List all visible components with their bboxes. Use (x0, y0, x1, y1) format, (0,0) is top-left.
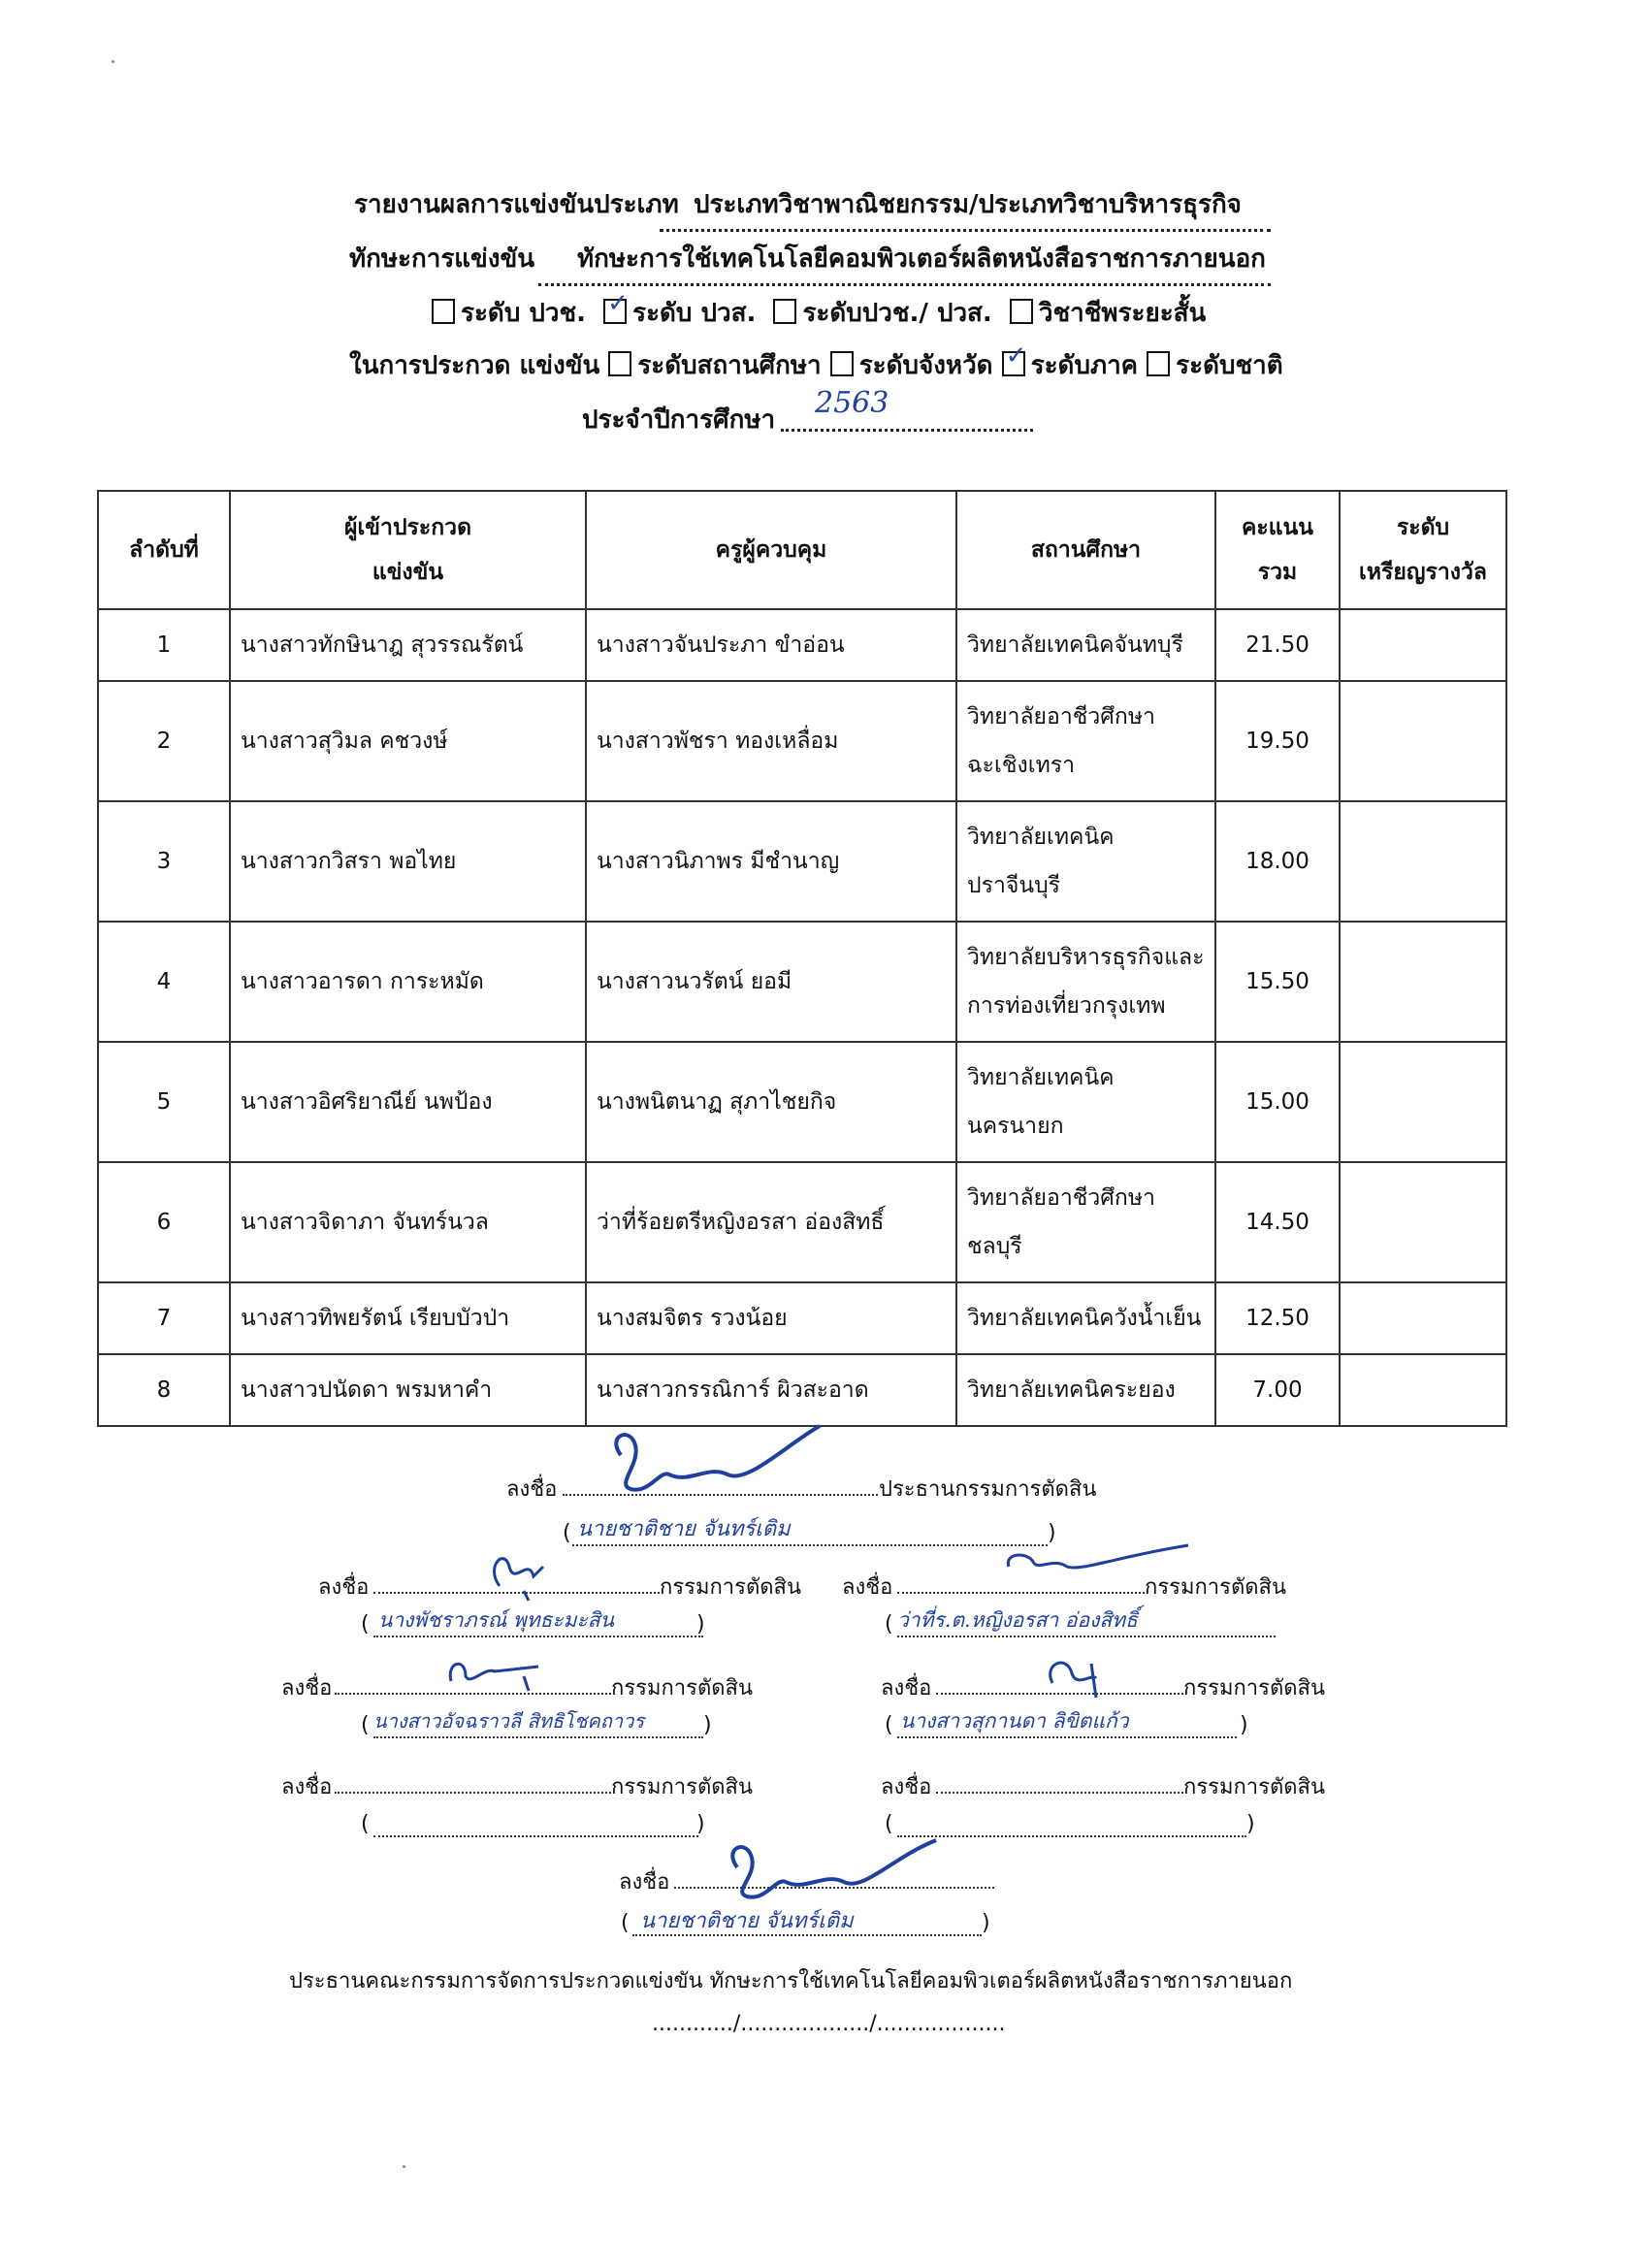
checkbox[interactable] (608, 351, 631, 376)
chair-name-paren: ) (1048, 1521, 1056, 1545)
checkmark-icon: ✓ (1005, 341, 1027, 371)
judge-1-paren: ( (361, 1612, 370, 1636)
judge-4-paren: ) (1240, 1713, 1248, 1737)
cell-teacher: นางสาวนิภาพร มีชำนาญ (586, 801, 956, 922)
cell-name: นางสาวปนัดดา พรมหาคำ (230, 1354, 586, 1426)
judge-3-paren: ( (361, 1713, 370, 1737)
signature-organizer (718, 1829, 941, 1906)
cell-teacher: นางสาวนวรัตน์ ยอมี (586, 922, 956, 1042)
cell-name: นางสาวกวิสรา พอไทย (230, 801, 586, 922)
signature-line (897, 1835, 1246, 1837)
committee-role: กรรมการตัดสิน (611, 1775, 753, 1799)
organizer-paren: ( (621, 1911, 630, 1935)
col-header-score: คะแนน รวม (1215, 491, 1340, 609)
judge-2-paren: ( (885, 1612, 893, 1636)
cell-teacher: นางสมจิตร รวงน้อย (586, 1282, 956, 1354)
cell-score: 15.50 (1215, 922, 1340, 1042)
cell-name: นางสาวทิพยรัตน์ เรียบบัวป่า (230, 1282, 586, 1354)
sign-label: ลงชื่อ (318, 1575, 370, 1600)
year-value: 2563 (815, 386, 889, 420)
cell-school: วิทยาลัยเทคนิคจันทบุรี (956, 609, 1215, 681)
signature-line (936, 1792, 1183, 1794)
cell-no: 7 (98, 1282, 230, 1354)
checkbox[interactable] (1010, 299, 1033, 324)
chair-name-paren: ( (563, 1521, 571, 1545)
cell-name: นางสาวทักษินาฎ สุวรรณรัตน์ (230, 609, 586, 681)
judge-5-paren: ) (696, 1812, 705, 1836)
committee-role: กรรมการตัดสิน (1183, 1676, 1325, 1701)
cell-teacher: นางพนิตนาฏ สุภาไชยกิจ (586, 1042, 956, 1162)
cell-medal (1340, 609, 1506, 681)
judge-1-name: นางพัชราภรณ์ พุทธะมะสิน (378, 1608, 614, 1632)
cell-no: 6 (98, 1162, 230, 1282)
cell-name: นางสาวอารดา การะหมัด (230, 922, 586, 1042)
cell-school: วิทยาลัยอาชีวศึกษา ฉะเชิงเทรา (956, 681, 1215, 801)
cell-name: นางสาวจิดาภา จันทร์นวล (230, 1162, 586, 1282)
cell-medal (1340, 1354, 1506, 1426)
organizer-name: นายชาติชาย จันทร์เติม (640, 1909, 854, 1933)
table-row (98, 1042, 1506, 1162)
cell-medal (1340, 1162, 1506, 1282)
scan-speck (112, 60, 114, 63)
judge-2-name: ว่าที่ร.ต.หญิงอรสา อ่องสิทธิ์ (897, 1608, 1138, 1632)
checkbox[interactable] (773, 299, 796, 324)
cell-school: วิทยาลัยอาชีวศึกษา ชลบุรี (956, 1162, 1215, 1282)
year-label: ประจำปีการศึกษา (582, 405, 776, 435)
signature-judge-3 (441, 1647, 548, 1696)
cell-no: 1 (98, 609, 230, 681)
sign-label: ลงชื่อ (281, 1676, 333, 1701)
cell-score: 21.50 (1215, 609, 1340, 681)
sign-label: ลงชื่อ (281, 1775, 333, 1799)
organizer-paren: ) (982, 1911, 990, 1935)
table-row (98, 1282, 1506, 1354)
checkbox[interactable] (830, 351, 854, 376)
checkbox[interactable] (432, 299, 455, 324)
cell-score: 15.00 (1215, 1042, 1340, 1162)
contest-option-province[interactable]: ระดับจังหวัด (830, 351, 993, 380)
judge-3-paren: ) (703, 1713, 712, 1737)
committee-role: กรรมการตัดสิน (1183, 1775, 1325, 1799)
cell-medal (1340, 801, 1506, 922)
cell-school: วิทยาลัยบริหารธุรกิจและ การท่องเที่ยวกรุงเทพ (956, 922, 1215, 1042)
checkbox[interactable] (1147, 351, 1170, 376)
committee-role: กรรมการตัดสิน (660, 1575, 801, 1600)
cell-teacher: นางสาวกรรณิการ์ ผิวสะอาด (586, 1354, 956, 1426)
level-option-both[interactable]: ระดับปวช./ ปวส. (773, 299, 991, 328)
signature-line (373, 1835, 698, 1837)
signature-line (373, 1736, 703, 1738)
cell-score: 7.00 (1215, 1354, 1340, 1426)
signature-judge-2 (999, 1538, 1193, 1596)
level-option-high-vocational[interactable]: ✓ ระดับ ปวส. (603, 299, 756, 328)
judge-6-paren: ) (1246, 1812, 1255, 1836)
cell-teacher: นางสาวพัชรา ทองเหลื่อม (586, 681, 956, 801)
sign-label: ลงชื่อ (881, 1676, 932, 1701)
judge-5-paren: ( (361, 1812, 370, 1836)
judge-3-name: นางสาวอัจฉราวลี สิทธิโชคถาวร (373, 1709, 645, 1733)
organizer-role: ประธานคณะกรรมการจัดการประกวดแข่งขัน ทักษะการใช้เทคโนโลยีคอมพิวเตอร์ผลิตหนังสือราชการภายนอก (289, 1969, 1293, 1993)
contest-option-school[interactable]: ระดับสถานศึกษา (608, 351, 821, 380)
committee-role: กรรมการตัดสิน (611, 1676, 753, 1701)
cell-medal (1340, 922, 1506, 1042)
committee-role: กรรมการตัดสิน (1145, 1575, 1286, 1600)
signature-chair (601, 1416, 824, 1504)
sign-label: ลงชื่อ (842, 1575, 893, 1600)
skill-label: ทักษะการแข่งขัน (349, 244, 535, 274)
cell-score: 18.00 (1215, 801, 1340, 922)
date-line: ............/.................../................... (652, 2012, 1006, 2036)
level-option-short-course[interactable]: วิชาชีพระยะสั้น (1010, 299, 1206, 328)
table-row (98, 681, 1506, 801)
judge-6-paren: ( (885, 1812, 893, 1836)
col-header-school: สถานศึกษา (956, 491, 1215, 609)
level-options (432, 289, 1207, 333)
signature-line (335, 1792, 611, 1794)
cell-school: วิทยาลัยเทคนิค นครนายก (956, 1042, 1215, 1162)
cell-teacher: นางสาวจันประภา ขำอ่อน (586, 609, 956, 681)
chair-role: ประธานกรรมการตัดสิน (879, 1477, 1097, 1502)
checkbox-checked[interactable] (1002, 341, 1027, 376)
cell-medal (1340, 1282, 1506, 1354)
col-header-medal: ระดับ เหรียญรางวัล (1340, 491, 1506, 609)
cell-school: วิทยาลัยเทคนิค ปราจีนบุรี (956, 801, 1215, 922)
sign-label: ลงชื่อ (619, 1870, 670, 1895)
table-row (98, 801, 1506, 922)
level-option-vocational[interactable]: ระดับ ปวช. (432, 299, 586, 328)
cell-school: วิทยาลัยเทคนิคระยอง (956, 1354, 1215, 1426)
cell-score: 14.50 (1215, 1162, 1340, 1282)
scan-speck (403, 2165, 405, 2168)
cell-no: 8 (98, 1354, 230, 1426)
col-header-contestant: ผู้เข้าประกวด แข่งขัน (230, 491, 586, 609)
sign-label: ลงชื่อ (506, 1477, 558, 1502)
dotted-line (660, 229, 1271, 232)
dotted-line (538, 283, 1271, 286)
checkmark-icon: ✓ (607, 289, 629, 318)
cell-no: 3 (98, 801, 230, 922)
col-header-no: ลำดับที่ (98, 491, 230, 609)
cell-no: 2 (98, 681, 230, 801)
table-row (98, 1354, 1506, 1426)
cell-no: 5 (98, 1042, 230, 1162)
report-type-value: ประเภทวิชาพาณิชยกรรม/ประเภทวิชาบริหารธุรกิจ (694, 190, 1242, 219)
signature-judge-4 (1038, 1649, 1125, 1707)
checkbox-checked[interactable] (603, 289, 629, 324)
judge-4-paren: ( (885, 1713, 893, 1737)
skill-value: ทักษะการใช้เทคโนโลยีคอมพิวเตอร์ผลิตหนังสือราชการภายนอก (577, 244, 1266, 274)
cell-school: วิทยาลัยเทคนิควังน้ำเย็น (956, 1282, 1215, 1354)
results-table (97, 490, 1507, 1427)
judge-1-paren: ) (696, 1612, 705, 1636)
cell-teacher: ว่าที่ร้อยตรีหญิงอรสา อ่องสิทธิ์ (586, 1162, 956, 1282)
table-row (98, 1162, 1506, 1282)
report-type-label: รายงานผลการแข่งขันประเภท (354, 190, 679, 219)
cell-name: นางสาวสุวิมล คชวงษ์ (230, 681, 586, 801)
chair-name: นายชาติชาย จันทร์เติม (577, 1517, 791, 1541)
cell-no: 4 (98, 922, 230, 1042)
cell-medal (1340, 681, 1506, 801)
cell-medal (1340, 1042, 1506, 1162)
dotted-line (781, 429, 1033, 432)
contest-option-national[interactable]: ระดับชาติ (1147, 351, 1282, 380)
table-row (98, 922, 1506, 1042)
cell-score: 19.50 (1215, 681, 1340, 801)
contest-levels (349, 341, 1283, 385)
contest-option-region[interactable]: ✓ ระดับภาค (1002, 351, 1138, 380)
col-header-teacher: ครูผู้ควบคุม (586, 491, 956, 609)
contest-label: ในการประกวด แข่งขัน (349, 351, 600, 380)
cell-name: นางสาวอิศริยาณีย์ นพป้อง (230, 1042, 586, 1162)
cell-score: 12.50 (1215, 1282, 1340, 1354)
sign-label: ลงชื่อ (881, 1775, 932, 1799)
signature-judge-1 (485, 1538, 563, 1605)
table-row (98, 609, 1506, 681)
judge-4-name: นางสาวสุกานดา ลิขิตแก้ว (900, 1709, 1129, 1733)
